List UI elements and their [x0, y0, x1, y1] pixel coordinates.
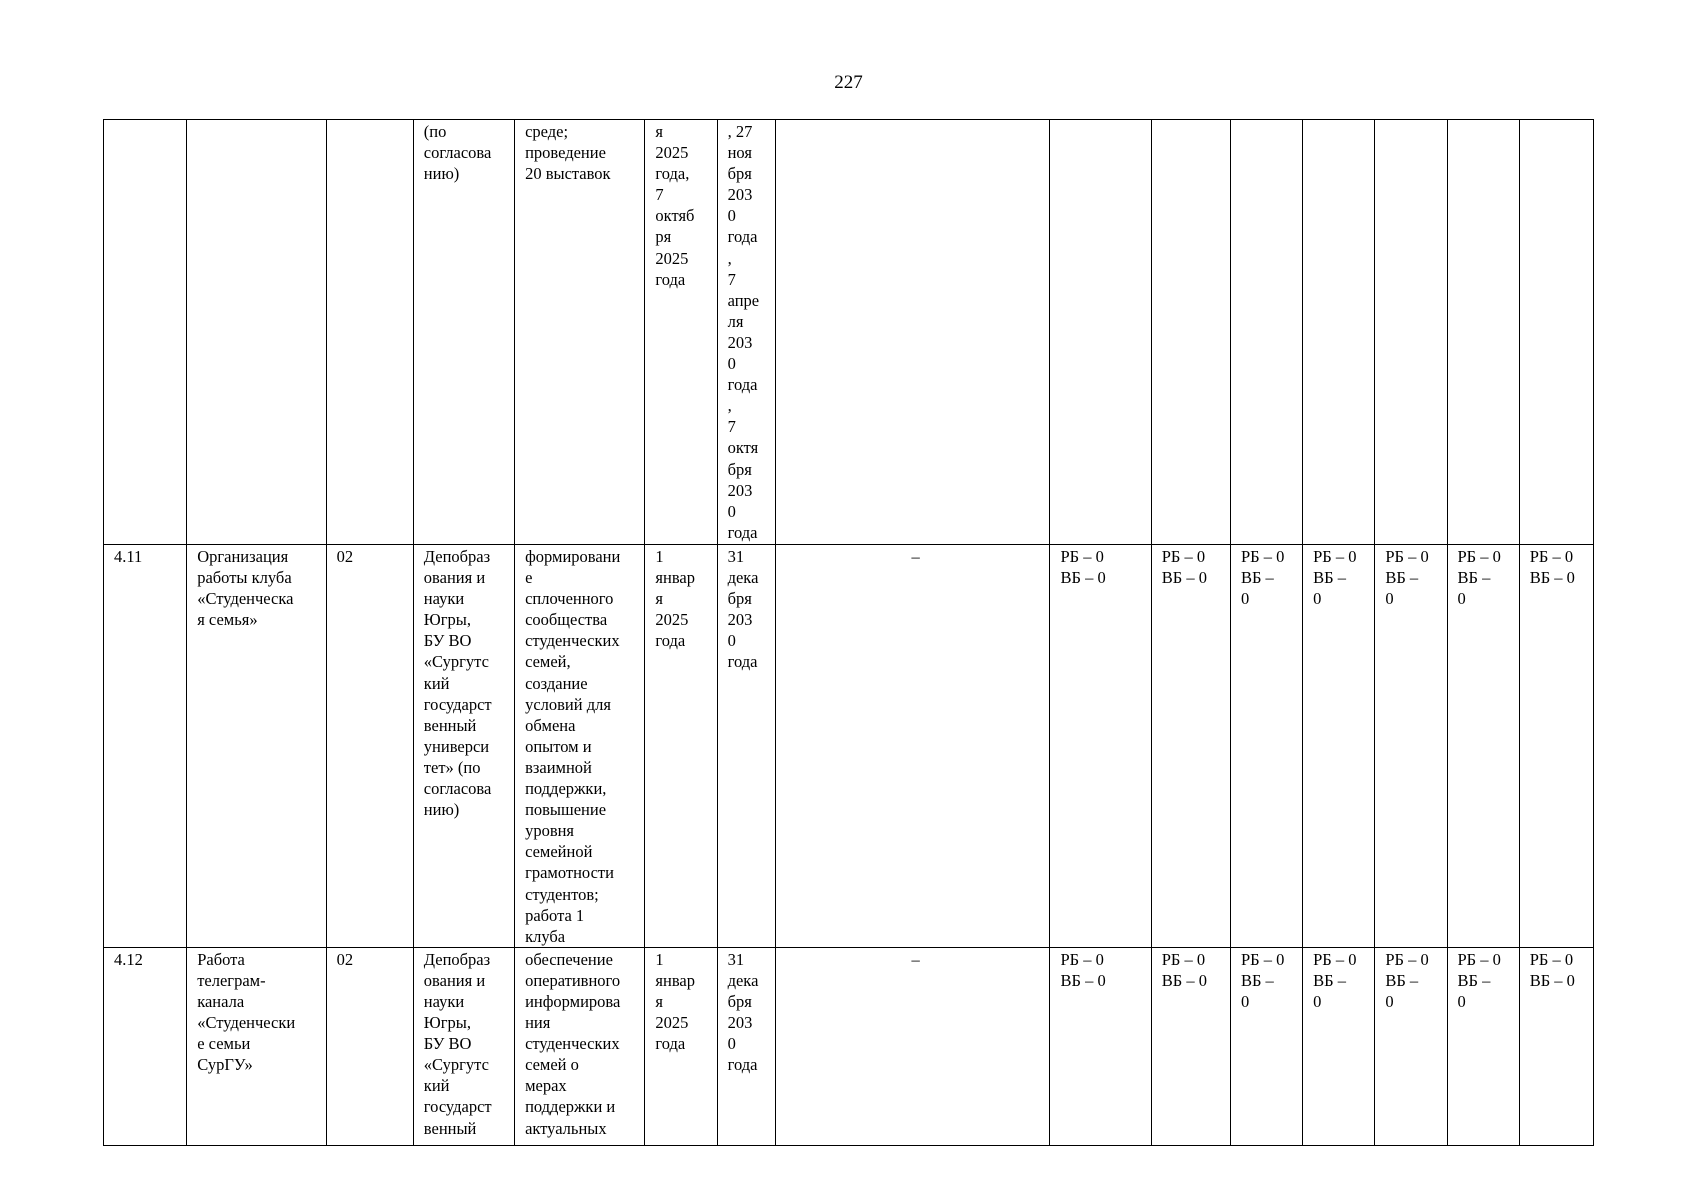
cell-text-line: я — [655, 589, 663, 609]
cell-text-line: ования и — [423, 970, 486, 990]
cell-text-line: РБ – 0 — [1240, 949, 1285, 969]
cell-text-line: РБ – 0 — [1240, 547, 1285, 566]
cell-text-line: семей, — [525, 652, 571, 672]
cell-text-line: РБ – 0 — [1161, 949, 1206, 969]
cell-text-line: года — [727, 522, 758, 542]
cell-text-line: 0 — [1240, 991, 1250, 1011]
cell-text-line: работы клуба — [197, 568, 292, 588]
cell-funding-7 — [1519, 545, 1593, 948]
cell-text-line: дека — [727, 568, 759, 588]
cell-result — [515, 947, 645, 1145]
cell-indicator — [775, 545, 1050, 948]
cell-text-line: РБ – 0 — [1313, 949, 1357, 969]
cell-text-line: 31 — [727, 547, 745, 566]
cell-text-line: года — [727, 375, 758, 395]
cell-text-line: 0 — [1313, 991, 1322, 1011]
cell-text-line: сообщества — [525, 610, 608, 630]
cell-text-line: взаимной — [525, 757, 592, 777]
cell-text-line: формировани — [525, 547, 621, 566]
cell-text-line: бря — [727, 459, 752, 479]
cell-result — [515, 545, 645, 948]
cell-text-line: сплоченного — [525, 589, 614, 609]
cell-text-line: 203 — [727, 185, 753, 205]
cell-text-line: 0 — [727, 206, 736, 226]
cell-text-line: 2025 — [655, 248, 689, 268]
cell-number — [104, 545, 187, 948]
cell-text-line: канала — [197, 991, 245, 1011]
cell-text-line: «Студенческа — [197, 589, 294, 609]
cell-funding-1 — [1050, 545, 1151, 948]
cell-text-line: 4.12 — [114, 949, 143, 969]
cell-text-line: 1 — [655, 547, 664, 566]
cell-text-line: январ — [655, 970, 695, 990]
cell-text-line: ВБ – — [1457, 970, 1491, 990]
cell-end-date — [717, 545, 775, 948]
cell-text-line: СурГУ» — [197, 1055, 253, 1075]
cell-funding-4 — [1303, 947, 1375, 1145]
cell-text-line: ВБ – — [1240, 568, 1274, 588]
cell-text-line: 0 — [1240, 589, 1250, 609]
cell-text-line: Югры, — [423, 610, 471, 630]
cell-funding-4 — [1303, 545, 1375, 948]
cell-text-line: бря — [727, 991, 752, 1011]
cell-text-line: 7 — [727, 269, 736, 289]
cell-text-line: 02 — [336, 949, 354, 969]
cell-indicator — [775, 120, 1050, 545]
cell-text-line: я семья» — [197, 610, 258, 630]
cell-text-line: РБ – 0 — [1457, 547, 1501, 566]
cell-funding-5 — [1375, 545, 1447, 948]
cell-funding-1 — [1050, 120, 1151, 545]
cell-funding-3 — [1230, 120, 1302, 545]
cell-text-line: е — [525, 568, 533, 588]
cell-text-line: «Студенчески — [197, 1013, 296, 1033]
cell-text-line: ВБ – — [1385, 970, 1419, 990]
cell-text-line: 203 — [727, 480, 753, 500]
cell-text-line: кий — [423, 673, 450, 693]
cell-text-line: бря — [727, 589, 752, 609]
cell-text-line: 0 — [727, 631, 736, 651]
cell-text-line: ноя — [727, 143, 752, 163]
cell-text-line: 0 — [1457, 589, 1466, 609]
cell-funding-1 — [1050, 947, 1151, 1145]
cell-text-line: условий для — [525, 694, 611, 714]
cell-funding-5 — [1375, 120, 1447, 545]
cell-text-line: Депобраз — [423, 949, 491, 969]
cell-text-line: науки — [423, 589, 465, 609]
cell-text-line: поддержки и — [525, 1097, 616, 1117]
cell-text-line: нию) — [423, 164, 460, 184]
cell-text-line: октя — [727, 438, 759, 458]
cell-text-line: студентов; — [525, 884, 599, 904]
cell-funding-2 — [1151, 947, 1230, 1145]
cell-code — [326, 120, 413, 545]
cell-text-line: среде; — [525, 122, 569, 141]
cell-text-line: 7 — [655, 185, 664, 205]
cell-text-line: ря — [655, 227, 672, 247]
cell-text-line: грамотности — [525, 863, 614, 883]
cell-text-line: Югры, — [423, 1013, 471, 1033]
cell-text-line: года — [727, 227, 758, 247]
cell-text-line: 0 — [727, 1034, 736, 1054]
cell-number — [104, 947, 187, 1145]
cell-text-line: ВБ – — [1240, 970, 1274, 990]
cell-text-line: 02 — [336, 547, 354, 566]
cell-text-line: я — [655, 122, 663, 141]
cell-text-line: ВБ – 0 — [1161, 970, 1207, 990]
cell-text-line: актуальных — [525, 1118, 607, 1138]
cell-funding-6 — [1447, 120, 1519, 545]
cell-text-line: , — [727, 396, 732, 416]
cell-text-line: универси — [423, 736, 490, 756]
cell-text-line: ования и — [423, 568, 486, 588]
cell-text-line: согласова — [423, 143, 492, 163]
cell-text-line: Работа — [197, 949, 245, 969]
cell-measure-name — [187, 947, 326, 1145]
page-number: 227 — [834, 72, 863, 93]
cell-text-line: согласова — [423, 779, 492, 799]
cell-text-line: ВБ – — [1385, 568, 1419, 588]
cell-start-date — [645, 545, 717, 948]
cell-text-line: 20 выставок — [525, 164, 611, 184]
cell-text-line: семейной — [525, 842, 593, 862]
cell-end-date — [717, 947, 775, 1145]
cell-text-line: венный — [423, 1118, 477, 1138]
cell-text-line: года — [727, 652, 758, 672]
cell-text-line: оперативного — [525, 970, 621, 990]
cell-text-line: опытом и — [525, 736, 592, 756]
cell-text-line: венный — [423, 715, 477, 735]
cell-text-line: клуба — [525, 926, 566, 946]
cell-text-line: «Сургутс — [423, 652, 489, 672]
cell-text-line: РБ – 0 — [1060, 949, 1104, 969]
cell-executor — [413, 545, 514, 948]
cell-text-line: ВБ – 0 — [1529, 568, 1575, 588]
cell-text-line: 0 — [1457, 991, 1466, 1011]
table-row — [104, 120, 1594, 545]
cell-start-date — [645, 120, 717, 545]
cell-start-date — [645, 947, 717, 1145]
cell-text-line: – — [911, 949, 920, 969]
cell-text-line: 0 — [727, 354, 736, 374]
cell-number — [104, 120, 187, 545]
cell-funding-3 — [1230, 947, 1302, 1145]
cell-text-line: 0 — [1385, 589, 1394, 609]
cell-text-line: РБ – 0 — [1313, 547, 1357, 566]
cell-funding-4 — [1303, 120, 1375, 545]
cell-text-line: 4.11 — [114, 547, 143, 566]
cell-text-line: 203 — [727, 610, 753, 630]
cell-text-line: 0 — [1313, 589, 1322, 609]
cell-text-line: я — [655, 991, 663, 1011]
measures-table — [103, 119, 1594, 1146]
cell-text-line: года — [655, 1034, 686, 1054]
cell-text-line: студенческих — [525, 631, 620, 651]
cell-executor — [413, 947, 514, 1145]
cell-text-line: 7 — [727, 417, 736, 437]
cell-text-line: Депобраз — [423, 547, 491, 566]
cell-text-line: РБ – 0 — [1529, 547, 1574, 566]
cell-funding-7 — [1519, 947, 1593, 1145]
cell-funding-7 — [1519, 120, 1593, 545]
cell-text-line: тет» (по — [423, 757, 481, 777]
cell-text-line: поддержки, — [525, 779, 607, 799]
cell-text-line: года — [727, 1055, 758, 1075]
cell-text-line: ВБ – 0 — [1060, 970, 1106, 990]
cell-text-line: октяб — [655, 206, 695, 226]
cell-text-line: информирова — [525, 991, 621, 1011]
cell-funding-6 — [1447, 947, 1519, 1145]
cell-text-line: государст — [423, 1097, 492, 1117]
cell-end-date — [717, 120, 775, 545]
cell-funding-2 — [1151, 545, 1230, 948]
cell-text-line: ля — [727, 311, 744, 331]
cell-text-line: создание — [525, 673, 588, 693]
cell-text-line: 0 — [727, 501, 736, 521]
cell-text-line: ВБ – — [1313, 970, 1346, 990]
cell-text-line: нию) — [423, 800, 460, 820]
cell-text-line: – — [911, 547, 920, 566]
cell-text-line: 2025 — [655, 143, 689, 163]
cell-text-line: ВБ – 0 — [1060, 568, 1106, 588]
cell-text-line: , — [727, 248, 732, 268]
cell-text-line: РБ – 0 — [1457, 949, 1501, 969]
cell-text-line: РБ – 0 — [1161, 547, 1206, 566]
cell-text-line: , 27 — [727, 122, 753, 141]
cell-text-line: ВБ – 0 — [1161, 568, 1207, 588]
cell-text-line: 0 — [1385, 991, 1394, 1011]
cell-text-line: е семьи — [197, 1034, 251, 1054]
cell-measure-name — [187, 545, 326, 948]
cell-text-line: студенческих — [525, 1034, 620, 1054]
cell-measure-name — [187, 120, 326, 545]
cell-text-line: РБ – 0 — [1385, 547, 1429, 566]
cell-funding-3 — [1230, 545, 1302, 948]
cell-text-line: (по — [423, 122, 447, 141]
cell-text-line: апре — [727, 290, 760, 310]
cell-text-line: 203 — [727, 332, 753, 352]
cell-text-line: государст — [423, 694, 492, 714]
cell-text-line: БУ ВО — [423, 1034, 472, 1054]
cell-text-line: уровня — [525, 821, 575, 841]
cell-text-line: РБ – 0 — [1385, 949, 1429, 969]
cell-code — [326, 947, 413, 1145]
cell-result — [515, 120, 645, 545]
cell-text-line: бря — [727, 164, 752, 184]
cell-text-line: проведение — [525, 143, 606, 163]
cell-text-line: повышение — [525, 800, 607, 820]
cell-text-line: ВБ – 0 — [1529, 970, 1575, 990]
cell-text-line: года, — [655, 164, 690, 184]
cell-funding-2 — [1151, 120, 1230, 545]
cell-text-line: 2025 — [655, 610, 689, 630]
cell-text-line: года — [655, 269, 686, 289]
cell-text-line: работа 1 — [525, 905, 585, 925]
cell-text-line: дека — [727, 970, 759, 990]
cell-text-line: РБ – 0 — [1529, 949, 1574, 969]
cell-text-line: РБ – 0 — [1060, 547, 1104, 566]
cell-funding-6 — [1447, 545, 1519, 948]
table-row — [104, 545, 1594, 948]
cell-text-line: кий — [423, 1076, 450, 1096]
cell-text-line: 2025 — [655, 1013, 689, 1033]
cell-text-line: 1 — [655, 949, 664, 969]
cell-text-line: ВБ – — [1457, 568, 1491, 588]
cell-text-line: обмена — [525, 715, 576, 735]
cell-text-line: БУ ВО — [423, 631, 472, 651]
cell-text-line: года — [655, 631, 686, 651]
cell-text-line: обеспечение — [525, 949, 613, 969]
cell-funding-5 — [1375, 947, 1447, 1145]
cell-text-line: Организация — [197, 547, 289, 566]
cell-executor — [413, 120, 514, 545]
cell-text-line: мерах — [525, 1076, 567, 1096]
cell-code — [326, 545, 413, 948]
cell-text-line: ВБ – — [1313, 568, 1346, 588]
cell-text-line: телеграм- — [197, 970, 266, 990]
table-row — [104, 947, 1594, 1145]
cell-text-line: науки — [423, 991, 465, 1011]
cell-text-line: январ — [655, 568, 695, 588]
cell-text-line: «Сургутс — [423, 1055, 489, 1075]
cell-indicator — [775, 947, 1050, 1145]
cell-text-line: ния — [525, 1013, 551, 1033]
cell-text-line: 31 — [727, 949, 745, 969]
cell-text-line: 203 — [727, 1013, 753, 1033]
cell-text-line: семей о — [525, 1055, 579, 1075]
